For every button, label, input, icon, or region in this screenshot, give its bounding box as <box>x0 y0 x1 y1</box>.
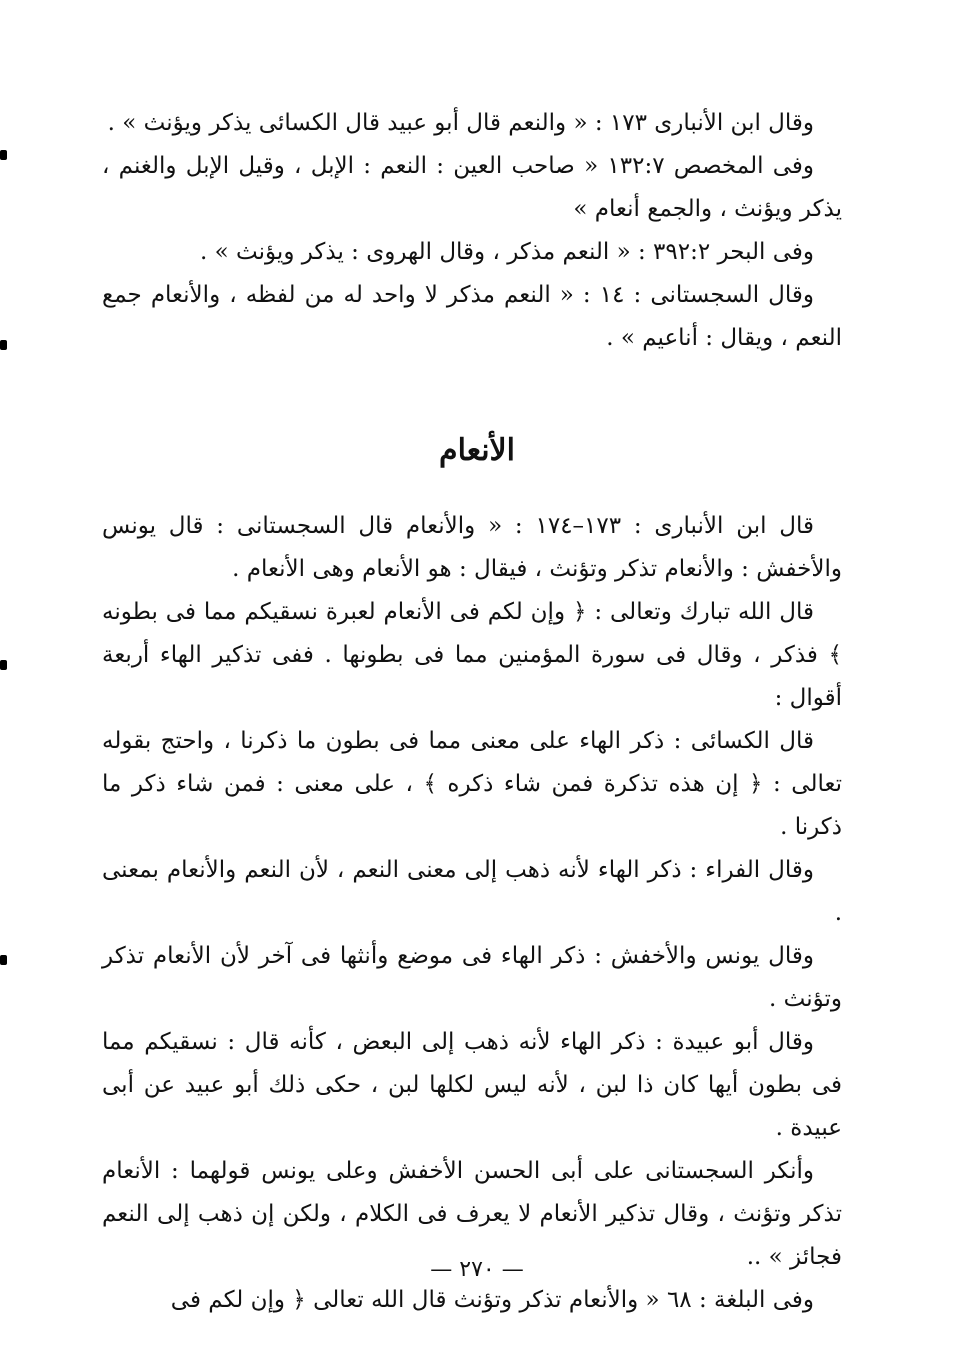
section-heading: الأنعام <box>439 433 515 468</box>
paragraph: وقال السجستانى : ١٤ : « النعم مذكر لا واحد له من لفظه ، والأنعام جمع النعم ، ويقال : أناعيم » . <box>102 282 842 351</box>
paragraph: قال الله تبارك وتعالى : ﴿ وإن لكم فى الأنعام لعبرة نسقيكم مما فى بطونه ﴾ فذكر ، وقال فى سورة المؤمنين مما فى بطونها . ففى تذكير الهاء أربعة أقوال : <box>102 599 842 711</box>
paragraph: وقال يونس والأخفش : ذكر الهاء فى موضع وأنثها فى آخر لأن الأنعام تذكر وتؤنث . <box>102 943 842 1012</box>
paragraph: وفى البحر ٣٩٢:٢ : « النعم مذكر ، وقال الهروى : يذكر ويؤنث » . <box>200 239 814 265</box>
paragraph: قال الكسائى : ذكر الهاء على معنى مما فى بطون ما ذكرنا ، واحتج بقوله تعالى : ﴿ إن هذه تذكرة فمن شاء ذكره ﴾ ، على معنى : فمن شاء ذكر ما ذكرنا . <box>102 728 842 840</box>
paragraph: وقال أبو عبيدة : ذكر الهاء لأنه ذهب إلى البعض ، كأنه قال : نسقيكم مما فى بطون أيها كان ذا لبن ، لأنه ليس لكلها لبن ، حكى ذلك أبو عبيد عن أبى عبيدة . <box>102 1029 842 1141</box>
page-number: — ٢٧٠ — <box>430 1257 524 1282</box>
paragraph: وأنكر السجستانى على أبى الحسن الأخفش وعلى يونس قولهما : الأنعام تذكر وتؤنث ، وقال تذكير الأنعام لا يعرف فى الكلام ، ولكن إن ذهب إلى النعم فجائز » .. <box>102 1158 842 1270</box>
edge-mark <box>0 340 7 350</box>
edge-mark <box>0 660 7 670</box>
top-text-block <box>102 102 842 360</box>
paragraph: وفى المخصص ١٣٢:٧ « صاحب العين : النعم : الإبل ، وقيل الإبل والغنم ، يذكر ويؤنث ، والجمع أنعام » <box>102 153 842 222</box>
paragraph: وقال ابن الأنبارى ١٧٣ : « والنعم قال أبو عبيد قال الكسائى يذكر ويؤنث » . <box>107 110 814 136</box>
body-text-block <box>102 505 842 1322</box>
paragraph: قال ابن الأنبارى : ١٧٣–١٧٤ : « والأنعام قال السجستانى : قال يونس والأخفش : والأنعام تذكر وتؤنث ، فيقال : هو الأنعام وهى الأنعام . <box>102 513 842 582</box>
paragraph: وقال الفراء : ذكر الهاء لأنه ذهب إلى معنى النعم ، لأن النعم والأنعام بمعنى . <box>102 857 842 926</box>
paragraph: وفى البلغة : ٦٨ « والأنعام تذكر وتؤنث قال الله تعالى ﴿ وإن لكم فى <box>170 1287 814 1313</box>
edge-mark <box>0 150 7 160</box>
edge-mark <box>0 955 7 965</box>
